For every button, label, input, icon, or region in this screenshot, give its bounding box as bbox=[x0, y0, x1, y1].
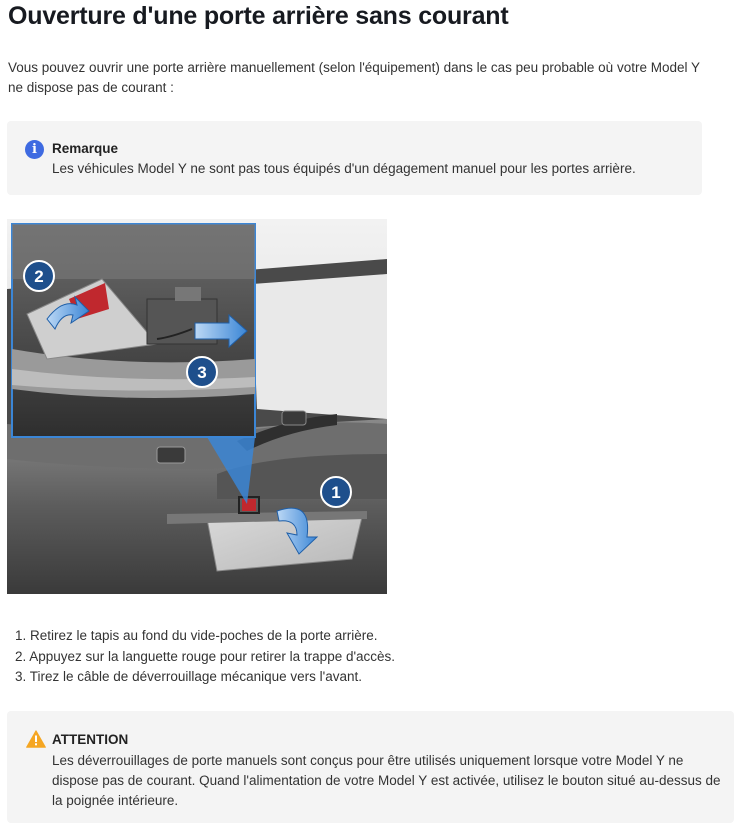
steps-list bbox=[15, 626, 395, 688]
warning-triangle-icon bbox=[26, 730, 46, 748]
warning-text: Les déverrouillages de porte manuels sont conçus pour être utilisés uniquement lorsque votre Model Y ne dispose pas de courant. Quand l'alimentation de votre Model Y est activée, utilisez le bouton situé au-dessus de la poignée intérieure. bbox=[52, 753, 721, 808]
step-item: 1. Retirez le tapis au fond du vide-poches de la porte arrière. bbox=[15, 628, 378, 643]
door-release-illustration bbox=[7, 219, 387, 594]
note-title: Remarque bbox=[52, 141, 119, 156]
callout-1-label: 1 bbox=[331, 483, 341, 502]
note-box bbox=[7, 121, 702, 195]
note-text: Les véhicules Model Y ne sont pas tous équipés d'un dégagement manuel pour les portes arrière. bbox=[52, 161, 636, 176]
page-title: Ouverture d'une porte arrière sans courant bbox=[8, 2, 509, 30]
callout-2-label: 2 bbox=[34, 267, 44, 286]
intro-paragraph: Vous pouvez ouvrir une porte arrière manuellement (selon l'équipement) dans le cas peu probable où votre Model Y ne dispose pas de courant : bbox=[8, 60, 700, 95]
info-icon: i bbox=[25, 140, 44, 159]
warning-title: ATTENTION bbox=[52, 732, 129, 747]
callout-3-label: 3 bbox=[197, 363, 207, 382]
step-item: 2. Appuyez sur la languette rouge pour retirer la trappe d'accès. bbox=[15, 648, 396, 664]
step-item: 3. Tirez le câble de déverrouillage mécanique vers l'avant. bbox=[15, 669, 363, 684]
warning-box bbox=[7, 711, 734, 823]
